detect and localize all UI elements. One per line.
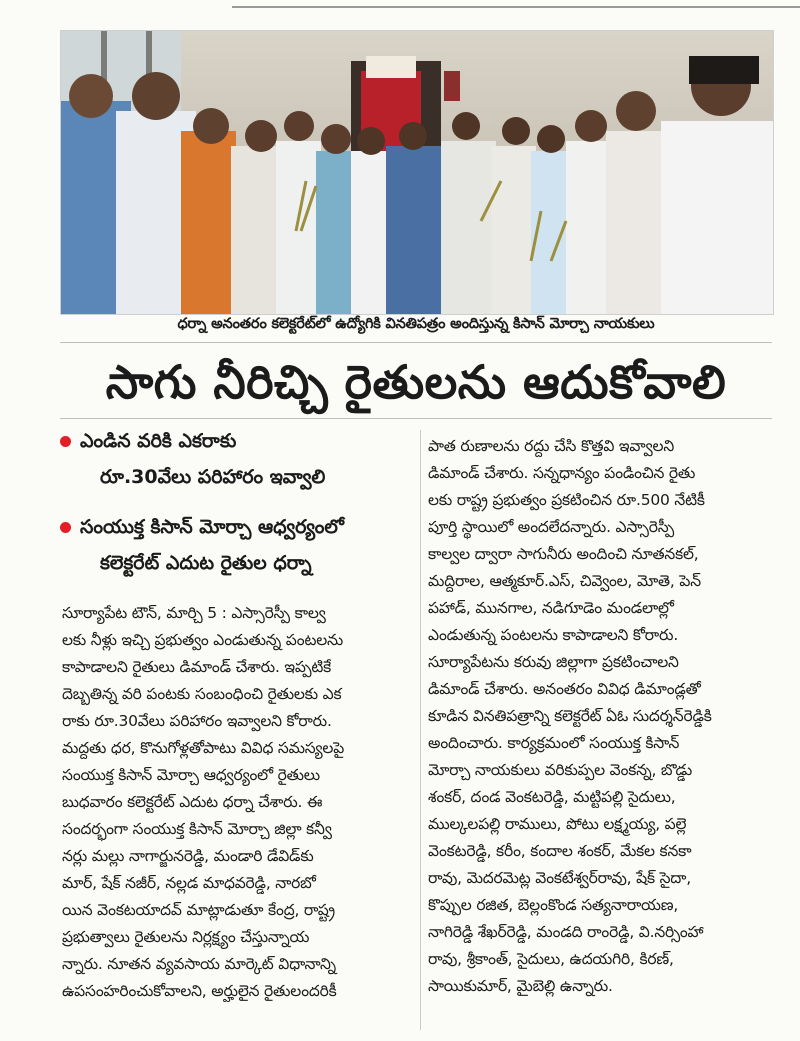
- highlights-box: [60, 430, 416, 574]
- article-line: శంకర్, దండ వెంకటరెడ్డి, మట్టిపల్లి సైదులు,: [428, 788, 676, 806]
- article-line: డిమాండ్ చేశారు. సన్నధాన్యం పండించిన రైతు: [428, 464, 696, 482]
- article-body-right: [428, 433, 772, 1000]
- article-line: ముల్కలపల్లి రాములు, పోటు లక్ష్మయ్య, పల్లె: [428, 815, 687, 833]
- article-line: యిన వెంకటయాదవ్ మాట్లాడుతూ కేంద్ర, రాష్ట్ర: [62, 901, 335, 919]
- article-line: వెంకటరెడ్డి, కరీం, కందాల శంకర్, మేకల కనకా: [428, 842, 692, 860]
- photo-caption: ధర్నా అనంతరం కలెక్టరేట్‌లో ఉద్యోగికి వినతిపత్రం అందిస్తున్న కిసాన్ మోర్చా నాయకులు: [177, 316, 655, 332]
- article-line: మద్దతు ధర, కొనుగోళ్లతోపాటు వివిధ సమస్యలపై: [62, 739, 345, 757]
- bullet-icon: [60, 522, 71, 533]
- highlight-line: సంయుక్త కిసాన్ మోర్చా ఆధ్వర్యంలో: [80, 516, 344, 538]
- article-line: మద్దిరాల, ఆత్మకూర్.ఎస్, చివ్వెంల, మోతె, పెన్: [428, 572, 701, 590]
- article-line: అందించారు. కార్యక్రమంలో సంయుక్త కిసాన్: [428, 734, 680, 752]
- article-line: పాత రుణాలను రద్దు చేసి కొత్తవి ఇవ్వాలని: [428, 437, 675, 455]
- article-line: సాయికుమార్, మైబెల్లి ఉన్నారు.: [428, 977, 613, 995]
- headline-divider: [60, 418, 772, 419]
- article-line: డిమాండ్ చేశారు. అనంతరం వివిధ డిమాండ్లతో: [428, 680, 701, 698]
- highlight-line: ఎండిన వరికి ఎకరాకు: [80, 430, 237, 452]
- article-line: ఉపసంహరించుకోవాలని, అర్హులైన రైతులందరికీ: [62, 982, 337, 1000]
- article-line: న్నారు. నూతన వ్యవసాయ మార్కెట్ విధానాన్ని: [62, 955, 336, 973]
- article-line: కాపాడాలని రైతులు డిమాండ్ చేశారు. ఇప్పటికే: [62, 658, 331, 676]
- highlight-item: [60, 516, 416, 574]
- article-line: మోర్చా నాయకులు వరికుప్పల వెంకన్న, బొడ్డు: [428, 761, 693, 779]
- article-line: నర్లు మల్లు నాగార్జునరెడ్డి, మండారి డేవిడ్‌కు: [62, 847, 314, 865]
- article-line: కూడిన వినతిపత్రాన్ని కలెక్టరేట్ ఏఓ సుదర్శన్‌రెడ్డికి: [428, 707, 712, 725]
- article-line: దెబ్బతిన్న వరి పంటకు సంబంధించి రైతులకు ఎక: [62, 685, 342, 703]
- article-line: మార్, షేక్ నజీర్, నల్లడ మాధవరెడ్డి, నారబో: [62, 874, 316, 892]
- article-line: లకు రాష్ట్ర ప్రభుత్వం ప్రకటించిన రూ.500 నేటికీ: [428, 491, 705, 509]
- article-line: కాల్వల ద్వారా సాగునీరు అందించి నూతనకల్,: [428, 545, 699, 563]
- article-line: రాకు రూ.30వేలు పరిహారం ఇవ్వాలని కోరారు.: [62, 712, 332, 730]
- news-photo: [60, 30, 774, 315]
- article-line: లకు నీళ్లు ఇచ్చి ప్రభుత్వం ఎండుతున్న పంటలను: [62, 631, 344, 649]
- highlight-line: రూ.30వేలు పరిహారం ఇవ్వాలి: [100, 466, 326, 488]
- column-divider: [420, 430, 421, 1030]
- bullet-icon: [60, 436, 71, 447]
- caption-divider: [60, 342, 772, 343]
- article-line: నాగిరెడ్డి శేఖర్‌రెడ్డి, మండది రాంరెడ్డి, వి.నర్సింహా: [428, 923, 704, 941]
- article-body-left: [62, 600, 414, 1005]
- article-line: పహాడ్, మునగాల, నడిగూడెం మండలాల్లో: [428, 599, 674, 617]
- article-line: సూర్యాపేట టౌన్, మార్చి 5 : ఎస్సారెస్పీ కాల్వ: [62, 604, 326, 622]
- article-line: పూర్తి స్థాయిలో అందలేదన్నారు. ఎస్సారెస్పీ: [428, 518, 675, 536]
- headline: సాగు నీరిచ్చి రైతులను ఆదుకోవాలి: [105, 355, 727, 409]
- article-line: ప్రభుత్వాలు రైతులను నిర్లక్ష్యం చేస్తున్నాయ: [62, 928, 310, 946]
- highlight-item: [60, 430, 416, 488]
- article-line: సంయుక్త కిసాన్ మోర్చా ఆధ్వర్యంలో రైతులు: [62, 766, 320, 784]
- highlight-line: కలెక్టరేట్ ఎదుట రైతుల ధర్నా: [100, 552, 312, 574]
- top-rule: [232, 6, 800, 8]
- article-line: సూర్యాపేటను కరువు జిల్లాగా ప్రకటించాలని: [428, 653, 679, 671]
- article-line: ఎండుతున్న పంటలను కాపాడాలని కోరారు.: [428, 626, 679, 644]
- article-line: రావు, మెదరమెట్ల వెంకటేశ్వర్‌రావు, షేక్ సైదా,: [428, 869, 691, 887]
- article-line: సందర్భంగా సంయుక్త కిసాన్ మోర్చా జిల్లా కన్వీ: [62, 820, 332, 838]
- article-line: కొప్పుల రజిత, బెల్లంకొండ సత్యనారాయణ,: [428, 896, 679, 914]
- article-line: బుధవారం కలెక్టరేట్ ఎదుట ధర్నా చేశారు. ఈ: [62, 793, 323, 811]
- article-line: రావు, శ్రీకాంత్, సైదులు, ఉదయగిరి, కిరణ్,: [428, 950, 674, 968]
